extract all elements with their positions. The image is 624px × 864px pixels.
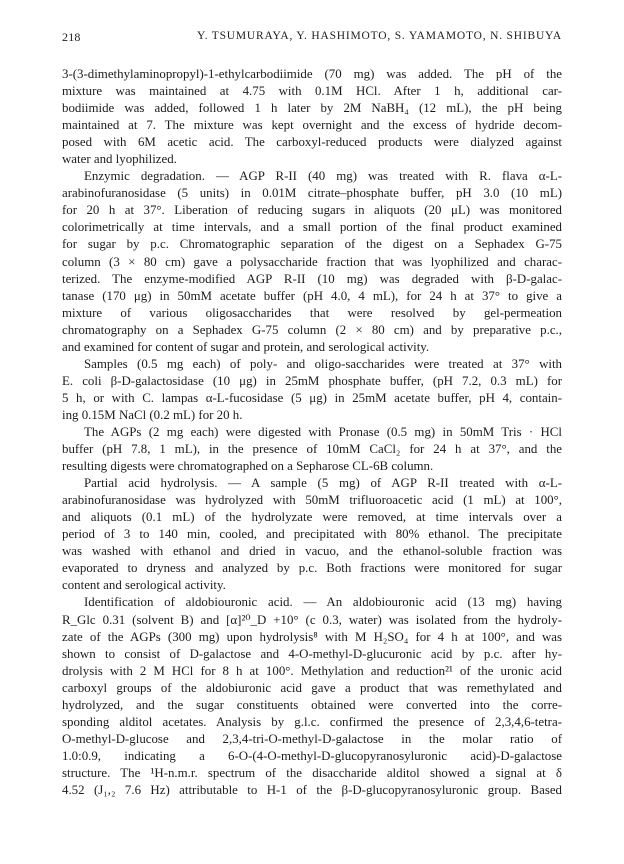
text-line: tanase (170 μg) in 50mM acetate buffer (pH 4.0, 4 mL), for 24 h at 37° to give a	[62, 288, 562, 303]
text-line: column (3 × 80 cm) gave a polysaccharide fraction that was lyophilized and charac-	[62, 254, 562, 269]
text-line: posed with 6M acetic acid. The carboxyl-reduced products were dialyzed against	[62, 135, 562, 150]
running-head: Y. TSUMURAYA, Y. HASHIMOTO, S. YAMAMOTO, N. SHIBUYA	[197, 30, 562, 42]
text-line: E. coli β-D-galactosidase (10 μg) in 25mM phosphate buffer, (pH 7.2, 0.3 mL) for	[62, 373, 562, 388]
text-line: drolysis with 2 M HCl for 8 h at 100°. Methylation and reduction²¹ of the uronic acid	[62, 663, 562, 678]
page-number: 218	[62, 30, 81, 44]
text-line: Identification of aldobiouronic acid. — An aldobiouronic acid (13 mg) having	[84, 595, 562, 610]
text-line: maintained at 7. The mixture was kept overnight and the excess of hydride decom-	[62, 118, 562, 133]
text-line: sponding alditol acetates. Analysis by g.l.c. confirmed the presence of 2,3,4,6-tetra-	[62, 714, 562, 729]
text-line: hydrolyzed, and the sugar constituents obtained were converted into the corre-	[62, 697, 562, 712]
text-line: carboxyl groups of the aldobiuronic acid gave a product that was remethylated and	[62, 680, 562, 695]
text-line: mixture was maintained at 4.75 with 0.1M HCl. After 1 h, additional car-	[62, 84, 562, 99]
text-line: resulting digests were chromatographed on a Sepharose CL-6B column.	[62, 459, 434, 474]
text-line: 4.52 (J₁,₂ 7.6 Hz) attributable to H-1 of the β-D-glucopyranosyluronic group. Based	[62, 782, 562, 797]
text-line: buffer (pH 7.8, 1 mL), in the presence of 10mM CaCl₂ for 24 h at 37°, and the	[62, 442, 562, 457]
text-line: 1.0:0.9, indicating a 6-O-(4-O-methyl-D-glucopyranosyluronic acid)-D-galactose	[62, 748, 562, 763]
text-line: content and serological activity.	[62, 578, 226, 593]
text-line: O-methyl-D-glucose and 2,3,4-tri-O-methyl-D-galactose in the molar ratio of	[62, 731, 562, 746]
text-line: and examined for content of sugar and protein, and serological activity.	[62, 339, 430, 354]
text-line: R_Glc 0.31 (solvent B) and [α]²⁰_D +10° (c 0.3, water) was isolated from the hydroly-	[62, 612, 562, 627]
text-line: 5 h, or with C. lampas α-L-fucosidase (5 μg) in 25mM acetate buffer, pH 4, contain-	[62, 390, 562, 405]
text-line: period of 3 to 140 min, cooled, and precipitated with 80% ethanol. The precipitate	[62, 527, 562, 542]
text-line: terized. The enzyme-modified AGP R-II (10 mg) was degraded with β-D-galac-	[62, 271, 562, 286]
page-header	[62, 30, 562, 50]
text-line: and aliquots (0.1 mL) of the hydrolyzate were removed, at time intervals over a	[62, 510, 562, 525]
text-line: 3-(3-dimethylaminopropyl)-1-ethylcarbodiimide (70 mg) was added. The pH of the	[62, 67, 562, 81]
text-line: was washed with ethanol and dried in vacuo, and the ethanol-soluble fraction was	[62, 544, 562, 559]
text-line: arabinofuranosidase was hydrolyzed with 50mM trifluoroacetic acid (1 mL) at 100°,	[62, 493, 562, 508]
text-line: shown to consist of D-galactose and 4-O-methyl-D-glucuronic acid by p.c. after hy-	[62, 646, 562, 661]
text-line: for sugar by p.c. Chromatographic separation of the digest on a Sephadex G-75	[62, 237, 562, 252]
text-line: water and lyophilized.	[62, 152, 177, 167]
text-line: ing 0.15M NaCl (0.2 mL) for 20 h.	[62, 407, 243, 422]
text-line: mixture of various oligosaccharides that were resolved by gel-permeation	[62, 305, 562, 320]
text-line: arabinofuranosidase (5 units) in 0.01M citrate–phosphate buffer, pH 3.0 (10 mL)	[62, 186, 562, 201]
text-line: evaporated to dryness and analyzed by p.c. Both fractions were monitored for sugar	[62, 561, 562, 576]
text-line: zate of the AGPs (300 mg) upon hydrolysis⁸ with M H₂SO₄ for 4 h at 100°, and was	[62, 629, 562, 644]
text-line: Enzymic degradation. — AGP R-II (40 mg) was treated with R. flava α-L-	[84, 169, 562, 184]
text-line: bodiimide was added, followed 1 h later by 2M NaBH₄ (12 mL), the pH being	[62, 101, 562, 116]
text-line: The AGPs (2 mg each) were digested with Pronase (0.5 mg) in 50mM Tris · HCl	[84, 424, 562, 439]
text-line: structure. The ¹H-n.m.r. spectrum of the disaccharide alditol showed a signal at δ	[62, 765, 562, 780]
text-line: chromatography on a Sephadex G-75 column (2 × 80 cm) and by preparative p.c.,	[62, 322, 562, 337]
text-line: Samples (0.5 mg each) of poly- and oligo-saccharides were treated at 37° with	[84, 356, 562, 371]
text-line: colorimetrically at time intervals, and a small portion of the final product examined	[62, 220, 562, 235]
text-line: Partial acid hydrolysis. — A sample (5 mg) of AGP R-II treated with α-L-	[84, 476, 562, 491]
text-line: for 20 h at 37°. Liberation of reducing sugars in aliquots (20 μL) was monitored	[62, 203, 562, 218]
body-text	[62, 66, 562, 799]
